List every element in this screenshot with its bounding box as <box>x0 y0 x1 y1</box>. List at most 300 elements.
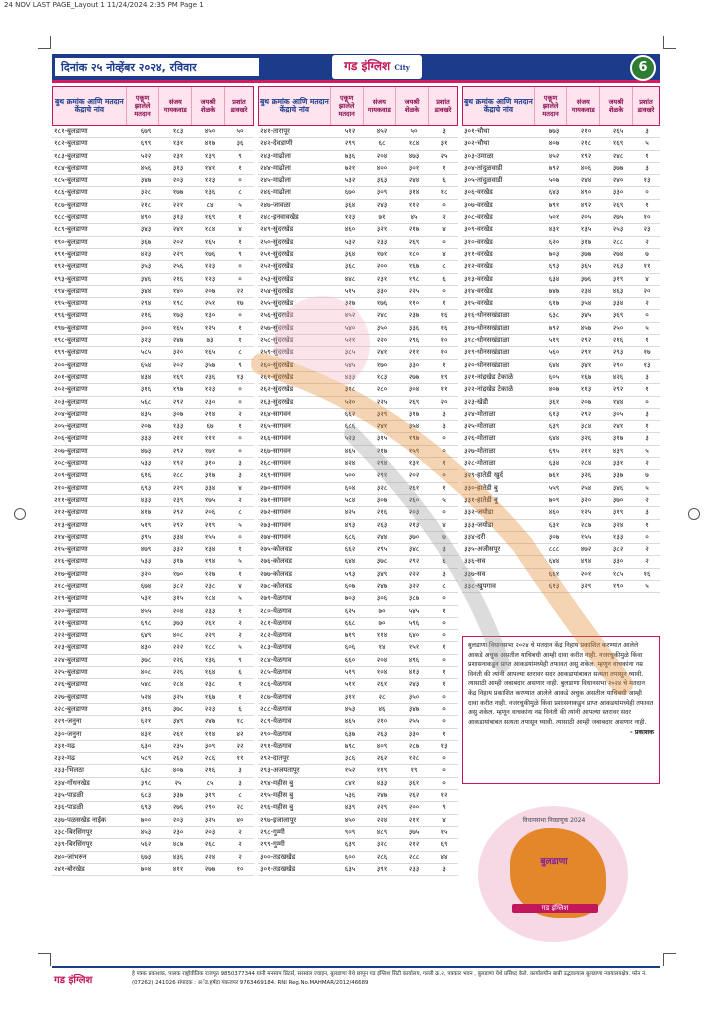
candidate-1-votes: २४४ <box>376 532 388 541</box>
booth-name: २४२-देवडाणी <box>260 139 293 148</box>
candidate-1-votes: २२९ <box>172 249 184 258</box>
candidate-2-votes: २८६ <box>204 754 216 763</box>
candidate-2-votes: १३१ <box>408 459 420 468</box>
candidate-2-votes: २८७ <box>408 741 420 750</box>
candidate-3-votes: १ <box>442 459 446 468</box>
candidate-1-votes: १०४ <box>376 668 388 677</box>
candidate-2-votes: ३१४ <box>408 188 420 197</box>
candidate-2-votes: १२३ <box>204 262 216 271</box>
candidate-3-votes: ३ <box>238 766 242 775</box>
booth-name: २१६-बुलडाणा <box>54 557 88 566</box>
table-row <box>462 569 660 581</box>
candidate-3-votes: ६ <box>442 557 446 566</box>
candidate-2-votes: २२४ <box>204 852 216 861</box>
candidate-2-votes: १८० <box>408 249 420 258</box>
booth-name: १९५-बुलडाणा <box>54 299 88 308</box>
table-row <box>258 433 458 445</box>
candidate-2-votes: २०० <box>408 803 420 812</box>
table-row <box>258 716 458 728</box>
candidate-3-votes: २ <box>238 409 242 418</box>
table-row <box>462 483 660 495</box>
booth-name: २५६-सुंदरखेड <box>260 311 294 320</box>
candidate-2-votes: २८८ <box>612 237 624 246</box>
booth-name: १९१-बुलडाणा <box>54 249 88 258</box>
candidate-2-votes: ३३७ <box>612 471 624 480</box>
candidate-2-votes: २२९ <box>204 631 216 640</box>
candidate-3-votes: ३ <box>645 163 649 172</box>
candidate-3-votes: १९ <box>440 372 448 381</box>
booth-name: २०३-बुलडाणा <box>54 397 88 406</box>
total-votes: ६६२ <box>344 545 356 554</box>
header-candidate-2: जयश्री शेळके <box>600 87 633 125</box>
header-candidate-1: संजय गायकवाड <box>364 87 397 125</box>
total-votes: ४५३ <box>140 827 152 836</box>
candidate-3-votes: ० <box>442 446 446 455</box>
candidate-1-votes: २९२ <box>580 409 592 418</box>
total-votes: ५२४ <box>140 692 152 701</box>
table-body <box>462 126 660 593</box>
table-row <box>52 606 254 618</box>
candidate-2-votes: २०३ <box>204 827 216 836</box>
table-row <box>52 815 254 827</box>
candidate-2-votes: २१३ <box>408 520 420 529</box>
candidate-1-votes: २९१ <box>376 471 388 480</box>
candidate-1-votes: २५४ <box>580 483 592 492</box>
candidate-3-votes: १ <box>238 680 242 689</box>
candidate-2-votes: ३३० <box>612 188 624 197</box>
booth-name: ३१२-वरखेड <box>464 262 493 271</box>
booth-name: २४६-माढोला <box>260 188 291 197</box>
booth-name: २००-बुलडाणा <box>54 360 88 369</box>
table-row <box>258 802 458 814</box>
candidate-3-votes: ५ <box>645 323 649 332</box>
candidate-3-votes: ० <box>442 766 446 775</box>
table-row <box>52 618 254 630</box>
candidate-2-votes: ३४७ <box>408 704 420 713</box>
candidate-2-votes: २१२ <box>408 840 420 849</box>
table-row <box>258 520 458 532</box>
total-votes: ५३३ <box>140 459 152 468</box>
table-row <box>258 630 458 642</box>
total-votes: ७३६ <box>344 151 356 160</box>
candidate-1-votes: ३२८ <box>376 840 388 849</box>
total-votes: ६३९ <box>344 840 356 849</box>
ad-title: बुलडाणा <box>540 857 568 867</box>
candidate-2-votes: २७४ <box>612 249 624 258</box>
candidate-1-votes: २२० <box>376 336 388 345</box>
total-votes: ४५२ <box>548 151 560 160</box>
total-votes: ७०० <box>140 815 152 824</box>
table-row <box>462 581 660 593</box>
candidate-1-votes: ३२६ <box>580 434 592 443</box>
candidate-2-votes: २०६ <box>204 508 216 517</box>
candidate-2-votes: २६९ <box>408 397 420 406</box>
booth-name: २४३-माढोला <box>260 151 291 160</box>
candidate-2-votes: १२७ <box>204 569 216 578</box>
candidate-1-votes: ३४५ <box>580 311 592 320</box>
total-votes: ६३५ <box>344 864 356 873</box>
candidate-3-votes: १८ <box>236 717 244 726</box>
table-row <box>258 175 458 187</box>
table-header <box>258 86 458 126</box>
candidate-2-votes: २७७ <box>204 864 216 873</box>
total-votes: ४९० <box>140 213 152 222</box>
table-row <box>462 151 660 163</box>
table-row <box>258 581 458 593</box>
candidate-2-votes: ३१७ <box>612 434 624 443</box>
booth-name: २८९-येळगाव <box>260 717 292 726</box>
total-votes: ७९१ <box>548 200 560 209</box>
candidate-3-votes: २ <box>238 618 242 627</box>
candidate-1-votes: २६३ <box>376 729 388 738</box>
candidate-3-votes: ३ <box>442 569 446 578</box>
candidate-1-votes: ४११ <box>172 864 184 873</box>
total-votes: ६६८ <box>344 618 356 627</box>
total-votes: ४३१ <box>140 729 152 738</box>
booth-name: २७३-सागवन <box>260 520 291 529</box>
total-votes: ६३९ <box>548 422 560 431</box>
booth-name: २९८-गुम्मी <box>260 827 285 836</box>
total-votes: ३६८ <box>344 262 356 271</box>
booth-name: २४७-जावळा <box>260 200 291 209</box>
candidate-2-votes: १७५ <box>204 495 216 504</box>
total-votes: ३२७ <box>344 299 356 308</box>
table-row <box>52 532 254 544</box>
candidate-2-votes: ३६१ <box>408 778 420 787</box>
total-votes: ६४४ <box>548 557 560 566</box>
table-row <box>52 360 254 372</box>
table-row <box>52 729 254 741</box>
table-row <box>258 360 458 372</box>
candidate-2-votes: २६१ <box>204 618 216 627</box>
table-row <box>258 409 458 421</box>
candidate-3-votes: १० <box>440 348 448 357</box>
booth-name: २३७-पळसखेड नाईक <box>54 815 107 824</box>
candidate-2-votes: २७७ <box>408 372 420 381</box>
booth-name: १९९-बुलडाणा <box>54 348 88 357</box>
total-votes: ६५४ <box>140 360 152 369</box>
candidate-2-votes: ३०९ <box>204 741 216 750</box>
total-votes: ६९९ <box>140 139 152 148</box>
table-row <box>258 323 458 335</box>
candidate-2-votes: १५५ <box>204 532 216 541</box>
booth-name: २२६-बुलडाणा <box>54 680 88 689</box>
booth-name: २२५-बुलडाणा <box>54 668 88 677</box>
table-row <box>52 298 254 310</box>
candidate-1-votes: १५५ <box>580 532 592 541</box>
candidate-3-votes: १ <box>238 336 242 345</box>
candidate-1-votes: २२५ <box>376 397 388 406</box>
candidate-2-votes: २४० <box>612 176 624 185</box>
booth-name: २५७-सुंदरखेड <box>260 323 294 332</box>
candidate-3-votes: १३ <box>643 360 651 369</box>
total-votes: ९०९ <box>344 827 356 836</box>
candidate-3-votes: ११ <box>236 754 244 763</box>
candidate-1-votes: ३६३ <box>376 176 388 185</box>
candidate-2-votes: १६५ <box>204 348 216 357</box>
total-votes: ७०४ <box>140 864 152 873</box>
table-row <box>258 237 458 249</box>
candidate-1-votes: २९५ <box>376 545 388 554</box>
candidate-3-votes: ३ <box>645 409 649 418</box>
table-row <box>52 679 254 691</box>
booth-name: २६६-सागवन <box>260 434 291 443</box>
total-votes: ४६५ <box>344 446 356 455</box>
candidate-2-votes: २३७ <box>408 311 420 320</box>
candidate-3-votes: २५ <box>440 151 448 160</box>
candidate-1-votes: ३१५ <box>172 594 184 603</box>
candidate-2-votes: १४१ <box>204 163 216 172</box>
candidate-3-votes: २ <box>238 852 242 861</box>
table-row <box>462 261 660 273</box>
candidate-1-votes: ४०० <box>376 163 388 172</box>
candidate-2-votes: २९६ <box>408 336 420 345</box>
candidate-1-votes: ४०८ <box>172 631 184 640</box>
header-candidate-1: संजय गायकवाड <box>567 87 600 125</box>
candidate-2-votes: ३७० <box>612 495 624 504</box>
candidate-2-votes: २६९ <box>408 237 420 246</box>
candidate-1-votes: १६७ <box>580 372 592 381</box>
candidate-3-votes: १३ <box>236 372 244 381</box>
candidate-3-votes: ७ <box>645 471 649 480</box>
table-row <box>462 433 660 445</box>
booth-name: ३०३-उमाळा <box>464 151 494 160</box>
candidate-1-votes: ३०९ <box>376 188 388 197</box>
candidate-3-votes: ५ <box>645 581 649 590</box>
candidate-2-votes: १४४ <box>612 397 624 406</box>
candidate-3-votes: ० <box>238 176 242 185</box>
candidate-3-votes: १ <box>442 606 446 615</box>
total-votes: ३४७ <box>140 176 152 185</box>
candidate-1-votes: ३३२ <box>172 545 184 554</box>
total-votes: २९९ <box>344 139 356 148</box>
total-votes: ६८३ <box>140 791 152 800</box>
total-votes: ६०४ <box>344 483 356 492</box>
total-votes: ७९२ <box>548 323 560 332</box>
table-row <box>258 507 458 519</box>
candidate-1-votes: ३२८ <box>376 483 388 492</box>
candidate-2-votes: १२३ <box>204 274 216 283</box>
candidate-1-votes: २१६ <box>376 508 388 517</box>
candidate-2-votes: ३१० <box>204 459 216 468</box>
candidate-3-votes: ० <box>238 397 242 406</box>
candidate-2-votes: २१४ <box>204 409 216 418</box>
table-row <box>258 593 458 605</box>
table-row <box>258 692 458 704</box>
booth-name: १८३-बुलडाणा <box>54 151 88 160</box>
candidate-2-votes: १२३ <box>204 176 216 185</box>
total-votes: ६२१ <box>140 717 152 726</box>
table-row <box>52 286 254 298</box>
booth-name: २२७-बुलडाणा <box>54 692 88 701</box>
candidate-1-votes: ३५४ <box>580 299 592 308</box>
candidate-3-votes: ३ <box>645 508 649 517</box>
candidate-1-votes: १६९ <box>172 372 184 381</box>
candidate-3-votes: ३ <box>442 409 446 418</box>
candidate-1-votes: २२१ <box>172 200 184 209</box>
table-row <box>462 286 660 298</box>
total-votes: ५८५ <box>140 348 152 357</box>
candidate-2-votes: १९ <box>410 766 418 775</box>
total-votes: ६९३ <box>548 262 560 271</box>
candidate-2-votes: २४८ <box>612 151 624 160</box>
candidate-2-votes: १२५ <box>204 323 216 332</box>
candidate-1-votes: २४८ <box>376 311 388 320</box>
candidate-1-votes: २३१ <box>376 274 388 283</box>
table-row <box>52 741 254 753</box>
candidate-2-votes: ३६९ <box>612 311 624 320</box>
candidate-1-votes: २४१ <box>172 225 184 234</box>
table-row <box>52 237 254 249</box>
table-row <box>258 347 458 359</box>
table-row <box>258 126 458 138</box>
candidate-2-votes: १३६ <box>204 655 216 664</box>
candidate-2-votes: २०७ <box>204 286 216 295</box>
table-row <box>462 237 660 249</box>
candidate-1-votes: ३०६ <box>376 594 388 603</box>
candidate-1-votes: २९२ <box>172 446 184 455</box>
candidate-3-votes: १५ <box>440 827 448 836</box>
candidate-1-votes: ४९० <box>580 188 592 197</box>
booth-name: २३३-भिलठा <box>54 766 84 775</box>
booth-name: २८३-येळगाव <box>260 643 292 652</box>
imprint-text: हे पत्रक प्रकाशक, पालक राष्ट्रोवीतिक राजपूत 9850377344 यांनी मनस्वप प्रिंटर्स, सरस्वल ज्वाइन, बुलडाणा येथे छापून गड इंग्लिश सिटी कार्यालय, गल्ली क्र.२, पत्रकार भवन , बुलडाणा येथे प्रसिध्द केले. कार्यालयीन बाबी उद्भवल्यास बुलडाणा न्यायालयक्षेत्र. फोन नं. (07262) 241026 संपादक : अॅड.हर्षदा पंकजपर 9763469184. RNI Reg.No.MAHMAR/2012/46689 <box>132 971 647 986</box>
registration-mark <box>14 508 26 520</box>
candidate-1-votes: २२९ <box>376 803 388 812</box>
total-votes: ३६७ <box>140 237 152 246</box>
candidate-3-votes: १३ <box>643 176 651 185</box>
booth-name: ३३१-हातेडी बु <box>464 495 498 504</box>
table-row <box>462 372 660 384</box>
total-votes: ३९८ <box>140 778 152 787</box>
total-votes: ४२३ <box>140 249 152 258</box>
booth-name: २२१-बुलडाणा <box>54 618 88 627</box>
total-votes: ६६१ <box>548 569 560 578</box>
candidate-2-votes: ४९६ <box>408 655 420 664</box>
candidate-3-votes: १८ <box>440 188 448 197</box>
table-row <box>52 187 254 199</box>
table-row <box>52 384 254 396</box>
booth-name: २३५-पाडळी <box>54 791 84 800</box>
ad-caption: विधानसभा निवडणूक 2024 <box>522 817 586 824</box>
booth-name: ३२५-मोताळा <box>464 422 496 431</box>
candidate-1-votes: १७० <box>376 360 388 369</box>
total-votes: ५१९ <box>344 668 356 677</box>
booth-name: १९२-बुलडाणा <box>54 262 88 271</box>
table-row <box>52 642 254 654</box>
booth-name: २९६-महीस बु <box>260 803 294 812</box>
candidate-3-votes: २ <box>645 299 649 308</box>
table-row <box>52 569 254 581</box>
total-votes: ७९२ <box>548 163 560 172</box>
candidate-3-votes: १ <box>442 680 446 689</box>
candidate-2-votes: २०३ <box>408 508 420 517</box>
candidate-3-votes: १० <box>643 213 651 222</box>
candidate-1-votes: ३२९ <box>580 581 592 590</box>
total-votes: ५३६ <box>344 791 356 800</box>
candidate-2-votes: १८५ <box>612 569 624 578</box>
total-votes: २१६ <box>140 311 152 320</box>
table-row <box>258 753 458 765</box>
table-row <box>462 532 660 544</box>
candidate-1-votes: २३५ <box>172 741 184 750</box>
candidate-1-votes: ४०७ <box>172 766 184 775</box>
booth-name: ३३८-खुपगाव <box>464 581 496 590</box>
candidate-2-votes: २२५ <box>408 286 420 295</box>
candidate-2-votes: ५९६ <box>408 618 420 627</box>
candidate-3-votes: ० <box>442 778 446 787</box>
table-row <box>52 655 254 667</box>
total-votes: ५३३ <box>140 557 152 566</box>
table-row <box>258 556 458 568</box>
candidate-3-votes: १ <box>238 163 242 172</box>
total-votes: ६०५ <box>548 372 560 381</box>
candidate-3-votes: ४ <box>442 249 446 258</box>
booth-name: २२८-बुलडाणा <box>54 704 88 713</box>
booth-name: २४९-सुंदरखेड <box>260 225 294 234</box>
candidate-2-votes: ११० <box>408 299 420 308</box>
candidate-1-votes: २४१ <box>376 422 388 431</box>
total-votes: ५१९ <box>140 520 152 529</box>
table-row <box>52 224 254 236</box>
candidate-1-votes: २०७ <box>580 397 592 406</box>
candidate-3-votes: १ <box>442 729 446 738</box>
booth-name: २४१-बोरखेड <box>54 864 85 873</box>
total-votes: ६२० <box>548 237 560 246</box>
booth-name: ३०८-वरखेड <box>464 213 493 222</box>
table-row <box>52 839 254 851</box>
candidate-3-votes: १६ <box>643 569 651 578</box>
table-row <box>258 483 458 495</box>
total-votes: ६९३ <box>140 803 152 812</box>
candidate-3-votes: ० <box>238 274 242 283</box>
candidate-3-votes: १ <box>238 692 242 701</box>
candidate-3-votes: ० <box>442 692 446 701</box>
total-votes: ३४४ <box>140 286 152 295</box>
total-votes: ६९३ <box>140 483 152 492</box>
table-body <box>258 126 458 876</box>
candidate-3-votes: ८ <box>238 188 242 197</box>
table-row <box>258 458 458 470</box>
results-table-3 <box>462 86 660 593</box>
total-votes: ५५९ <box>548 483 560 492</box>
candidate-2-votes: २६८ <box>204 840 216 849</box>
booth-name: ३१६-धोनसखंडाळा <box>464 311 510 320</box>
table-row <box>258 655 458 667</box>
table-row <box>258 704 458 716</box>
candidate-2-votes: ३४६ <box>612 483 624 492</box>
booth-name: २१४-बुलडाणा <box>54 532 88 541</box>
header-booth: बुथ क्रमांक आणि मतदान केंद्राचे नांव <box>259 87 331 125</box>
candidate-2-votes: ३२२ <box>408 581 420 590</box>
candidate-1-votes: २०४ <box>376 151 388 160</box>
booth-name: २१५-बुलडाणा <box>54 545 88 554</box>
booth-name: २७२-सागवन <box>260 508 291 517</box>
total-votes: ६९५ <box>548 446 560 455</box>
candidate-3-votes: ४ <box>238 225 242 234</box>
booth-name: ३२७-मोताळा <box>464 446 496 455</box>
candidate-2-votes: २४३ <box>408 680 420 689</box>
candidate-3-votes: ० <box>238 262 242 271</box>
candidate-3-votes: ५ <box>645 483 649 492</box>
total-votes: ६०७ <box>344 581 356 590</box>
candidate-1-votes: २४७ <box>376 581 388 590</box>
candidate-3-votes: १ <box>238 545 242 554</box>
table-row <box>52 556 254 568</box>
candidate-2-votes: ३३१ <box>612 459 624 468</box>
candidate-2-votes: ४६३ <box>612 286 624 295</box>
candidate-3-votes: २ <box>645 545 649 554</box>
